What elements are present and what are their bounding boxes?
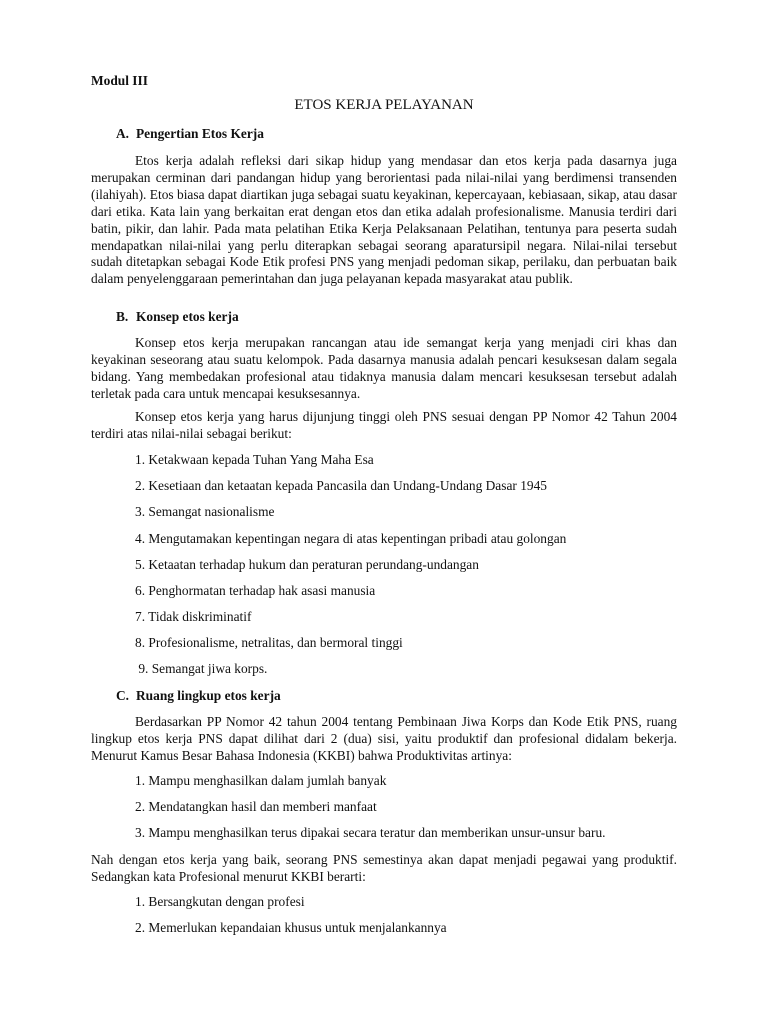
list-item: 6. Penghormatan terhadap hak asasi manusia <box>135 583 376 598</box>
section-b-paragraph-1: Konsep etos kerja merupakan rancangan atau ide semangat kerja yang menjadi ciri khas dan keyakinan seseorang atau suatu kelompok. Pada dasarnya manusia adalah pencari kesuksesan dalam segala bidang. Yang membedakan profesional atau tidaknya manusia dalam mencari kesuksesan tersebut adalah terletak pada cara untuk mencapai kesuksesannya. <box>91 335 677 401</box>
list-item: 3. Mampu menghasilkan terus dipakai secara teratur dan memberikan unsur-unsur baru. <box>135 825 606 840</box>
section-c-paragraph-after: Nah dengan etos kerja yang baik, seorang PNS semestinya akan dapat menjadi pegawai yang produktif. Sedangkan kata Profesional menurut KKBI berarti: <box>91 852 677 884</box>
list-item: 1. Bersangkutan dengan profesi <box>135 894 305 909</box>
section-b-paragraph-2: Konsep etos kerja yang harus dijunjung tinggi oleh PNS sesuai dengan PP Nomor 42 Tahun 2004 terdiri atas nilai-nilai sebagai berikut: <box>91 409 677 441</box>
list-item: 1. Ketakwaan kepada Tuhan Yang Maha Esa <box>135 452 374 467</box>
section-a-letter: A. <box>116 126 130 141</box>
list-item: 1. Mampu menghasilkan dalam jumlah banyak <box>135 773 387 788</box>
list-item: 9. Semangat jiwa korps. <box>135 661 268 676</box>
section-a-heading <box>116 126 264 142</box>
list-item: 2. Mendatangkan hasil dan memberi manfaat <box>135 799 377 814</box>
list-item: 4. Mengutamakan kepentingan negara di atas kepentingan pribadi atau golongan <box>135 531 567 546</box>
list-item: 2. Kesetiaan dan ketaatan kepada Pancasila dan Undang-Undang Dasar 1945 <box>135 478 547 493</box>
document-title: ETOS KERJA PELAYANAN <box>294 97 474 113</box>
section-b-letter: B. <box>116 309 129 324</box>
section-b-title: Konsep etos kerja <box>136 309 239 324</box>
section-c-paragraph: Berdasarkan PP Nomor 42 tahun 2004 tentang Pembinaan Jiwa Korps dan Kode Etik PNS, ruang lingkup etos kerja PNS dapat dilihat dari 2 (dua) sisi, yaitu produktif dan profesional didalam bekerja. Menurut Kamus Besar Bahasa Indonesia (KKBI) bahwa Produktivitas artinya: <box>91 714 677 763</box>
section-a-paragraph: Etos kerja adalah refleksi dari sikap hidup yang mendasar dan etos kerja pada dasarnya juga merupakan cerminan dari pandangan hidup yang berorientasi pada nilai-nilai yang berdimensi transenden (ilahiyah). Etos biasa dapat diartikan juga sebagai suatu keyakinan, kepercayaan, kebiasaan, sikap, atau dasar dari etika. Kata lain yang berkaitan erat dengan etos dan etika adalah profesionalisme. Manusia terdiri dari batin, pikir, dan lahir. Pada mata pelatihan Etika Kerja Pelaksanaan Pelatihan, tentunya para peserta sudah mendapatkan nilai-nilai yang perlu diterapkan sebagai seorang aparatursipil negara. Nilai-nilai tersebut sudah ditetapkan sebagai Kode Etik profesi PNS yang menjadi pedoman sikap, perilaku, dan perbuatan baik dalam penyelenggaraan pemerintahan dan juga pelayanan kepada masyarakat atau publik. <box>91 153 677 287</box>
module-label: Modul III <box>91 73 148 88</box>
section-c-heading <box>116 688 281 704</box>
list-item: 2. Memerlukan kepandaian khusus untuk menjalankannya <box>135 920 447 935</box>
section-c-letter: C. <box>116 688 130 703</box>
list-item: 7. Tidak diskriminatif <box>135 609 252 624</box>
list-item: 3. Semangat nasionalisme <box>135 504 275 519</box>
section-a-title: Pengertian Etos Kerja <box>136 126 264 141</box>
section-b-heading <box>116 309 239 325</box>
section-c-title: Ruang lingkup etos kerja <box>136 688 281 703</box>
list-item: 5. Ketaatan terhadap hukum dan peraturan perundang-undangan <box>135 557 479 572</box>
list-item: 8. Profesionalisme, netralitas, dan bermoral tinggi <box>135 635 403 650</box>
